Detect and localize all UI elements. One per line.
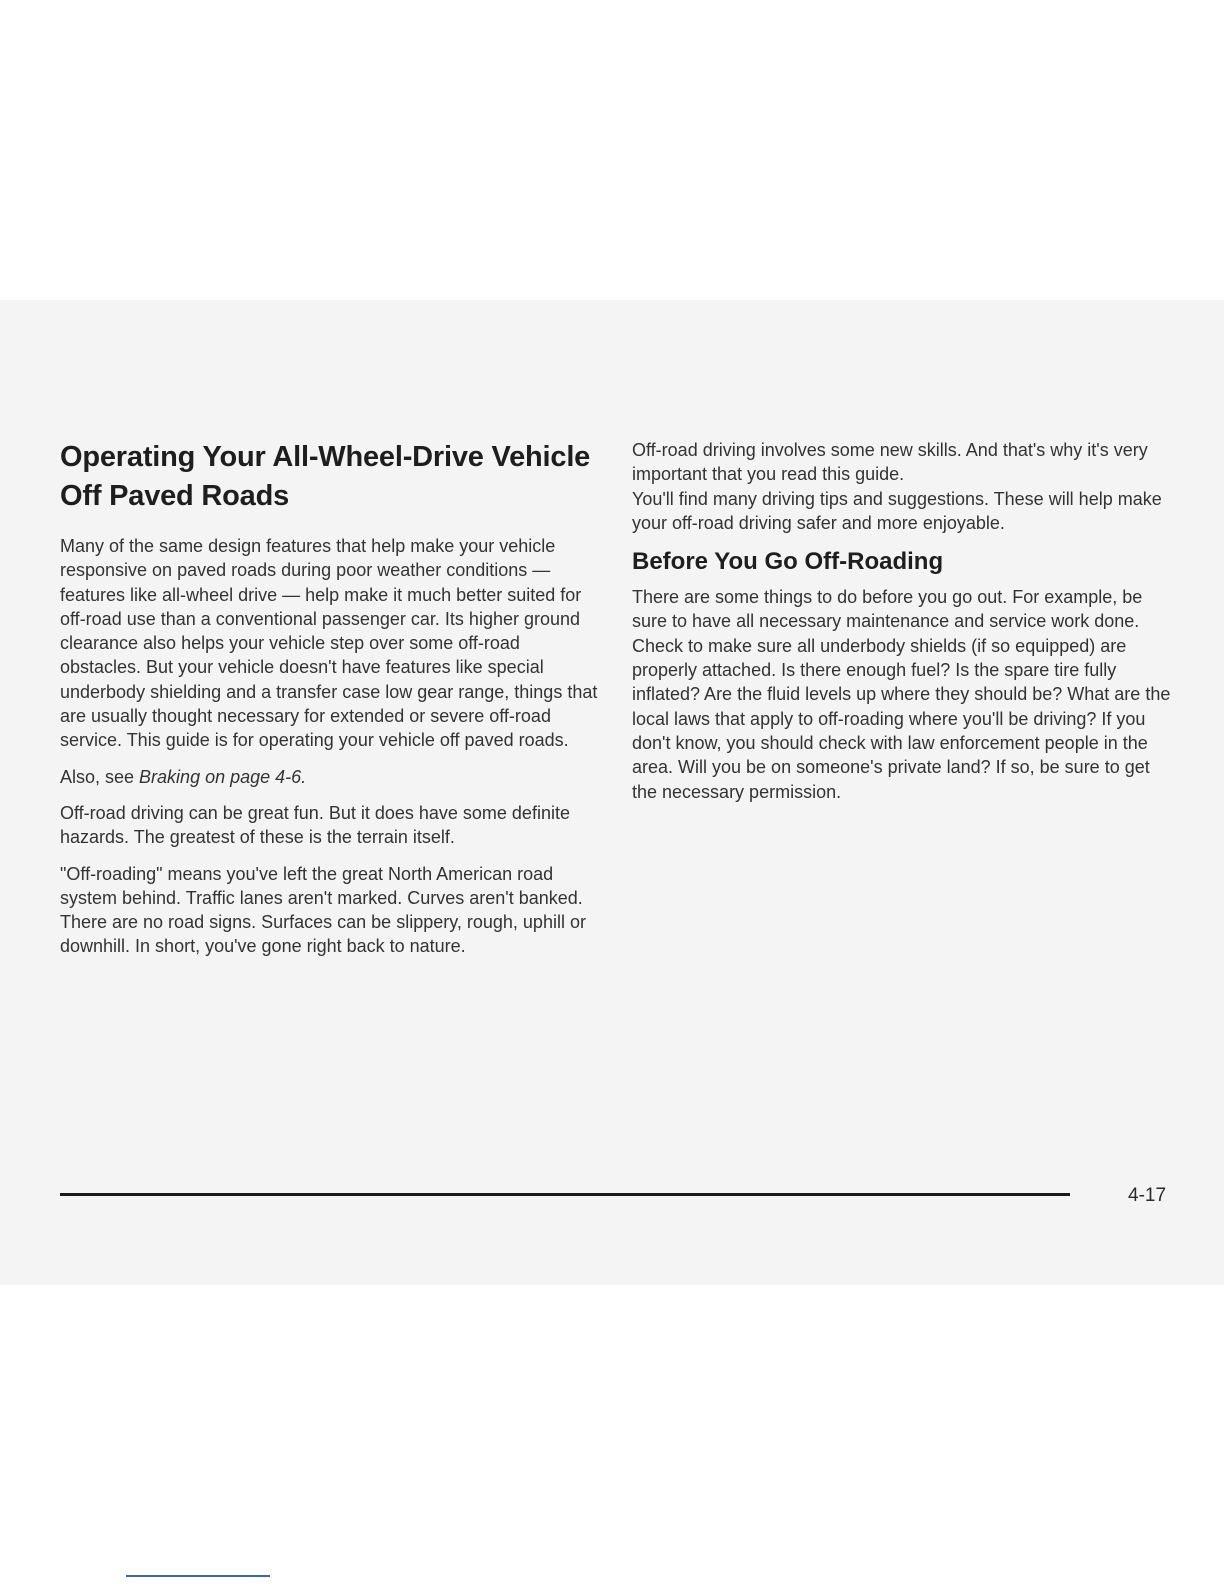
also-see-paragraph [60,765,600,789]
right-column [632,438,1172,816]
off-roading-definition-paragraph: "Off-roading" means you've left the great North American road system behind. Traffic lanes aren't marked. Curves aren't banked. There are no road signs. Surfaces can be slippery, rough, uphill or downhill. In short, you've gone right back to nature. [60,863,586,957]
bottom-link-rule [126,1575,270,1577]
page-number: 4-17 [1128,1185,1167,1206]
hazards-paragraph: Off-road driving can be great fun. But it does have some definite hazards. The greatest of these is the terrain itself. [60,802,570,848]
skills-paragraph: Off-road driving involves some new skills. And that's why it's very important that you read this guide. [632,440,1148,485]
intro-paragraph: Many of the same design features that help make your vehicle responsive on paved roads during poor weather conditions — features like all-wheel drive — help make it much better suited for off-road use than a conventional passenger car. Its higher ground clearance also helps your vehicle step over some off-road obstacles. But your vehicle doesn't have features like special underbody shielding and a transfer case low gear range, things that are usually thought necessary for extended or severe off-road service. This guide is for operating your vehicle off paved roads. [60,536,598,751]
left-column [60,438,600,971]
preparation-paragraph: There are some things to do before you go out. For example, be sure to have all necessary maintenance and service work done. Check to make sure all underbody shields (if so equipped) are properly attached. Is there enough fuel? Is the spare tire fully inflated? Are the fluid levels up where they should be? What are the local laws that apply to off-roading where you'll be driving? If you don't know, you should check with law enforcement people in the area. Will you be on someone's private land? If so, be sure to get the necessary permission. [632,587,1171,802]
braking-reference-link[interactable]: Braking on page 4-6. [139,766,307,787]
subsection-title: Before You Go Off-Roading [632,548,944,576]
footer-rule [60,1193,1070,1196]
tips-paragraph: You'll find many driving tips and suggestions. These will help make your off-road driving safer and more enjoyable. [632,488,1162,533]
section-title: Operating Your All-Wheel-Drive Vehicle Off Paved Roads [60,441,591,512]
also-see-prefix: Also, see [60,766,140,787]
